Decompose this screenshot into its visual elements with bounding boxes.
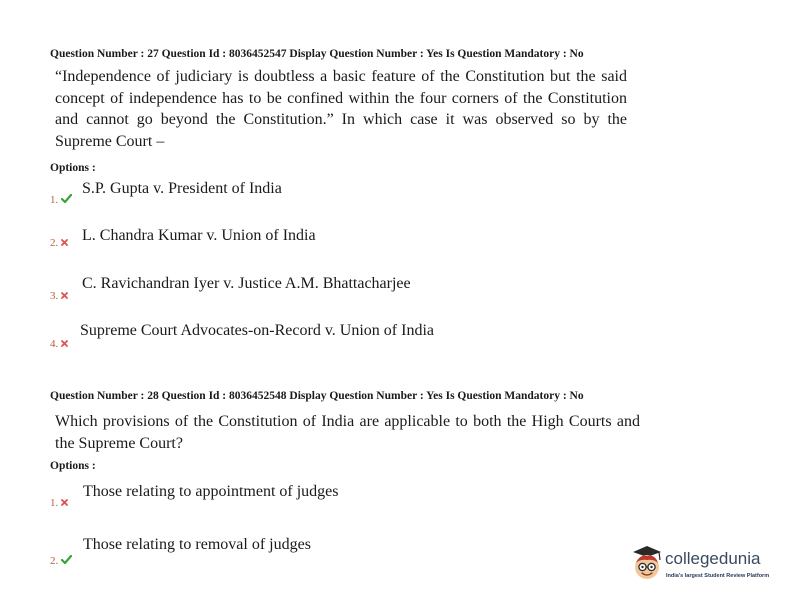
option-number: 1.: [50, 497, 68, 509]
option-number: 4.: [50, 338, 68, 350]
options-label: Options :: [50, 460, 96, 472]
question-27-text: “Independence of judiciary is doubtless a basic feature of the Constitution but the said concept of independence has to be confined within the four corners of the Constitution and cannot go beyond the Constitution.” In which case it was observed so by the Supreme Court –: [55, 68, 627, 150]
option-text: S.P. Gupta v. President of India: [82, 180, 282, 197]
option-text: L. Chandra Kumar v. Union of India: [82, 227, 316, 244]
option-text: Those relating to removal of judges: [83, 536, 311, 553]
check-icon: [61, 555, 72, 567]
option-text: Those relating to appointment of judges: [83, 483, 339, 500]
check-icon: [61, 194, 72, 206]
option-number: 3.: [50, 290, 68, 302]
options-label: Options :: [50, 162, 96, 174]
mascot-icon: [630, 543, 664, 592]
collegedunia-watermark: [630, 543, 780, 588]
logo-name: collegedunia: [665, 549, 761, 568]
question-28-text: Which provisions of the Constitution of India are applicable to both the High Courts and the Supreme Court?: [55, 413, 640, 452]
option-text: Supreme Court Advocates-on-Record v. Union of India: [80, 322, 434, 339]
option-number: 1.: [50, 194, 72, 206]
cross-icon: [61, 338, 68, 350]
cross-icon: [61, 497, 68, 509]
cross-icon: [61, 290, 68, 302]
option-text: C. Ravichandran Iyer v. Justice A.M. Bhattacharjee: [82, 275, 411, 292]
logo-tagline: India's largest Student Review Platform: [666, 573, 770, 579]
question-28-meta: Question Number : 28 Question Id : 8036452548 Display Question Number : Yes Is Question Mandatory : No: [50, 390, 584, 402]
option-number: 2.: [50, 555, 72, 567]
question-27-meta: Question Number : 27 Question Id : 8036452547 Display Question Number : Yes Is Question Mandatory : No: [50, 48, 584, 60]
cross-icon: [61, 237, 68, 249]
option-number: 2.: [50, 237, 68, 249]
